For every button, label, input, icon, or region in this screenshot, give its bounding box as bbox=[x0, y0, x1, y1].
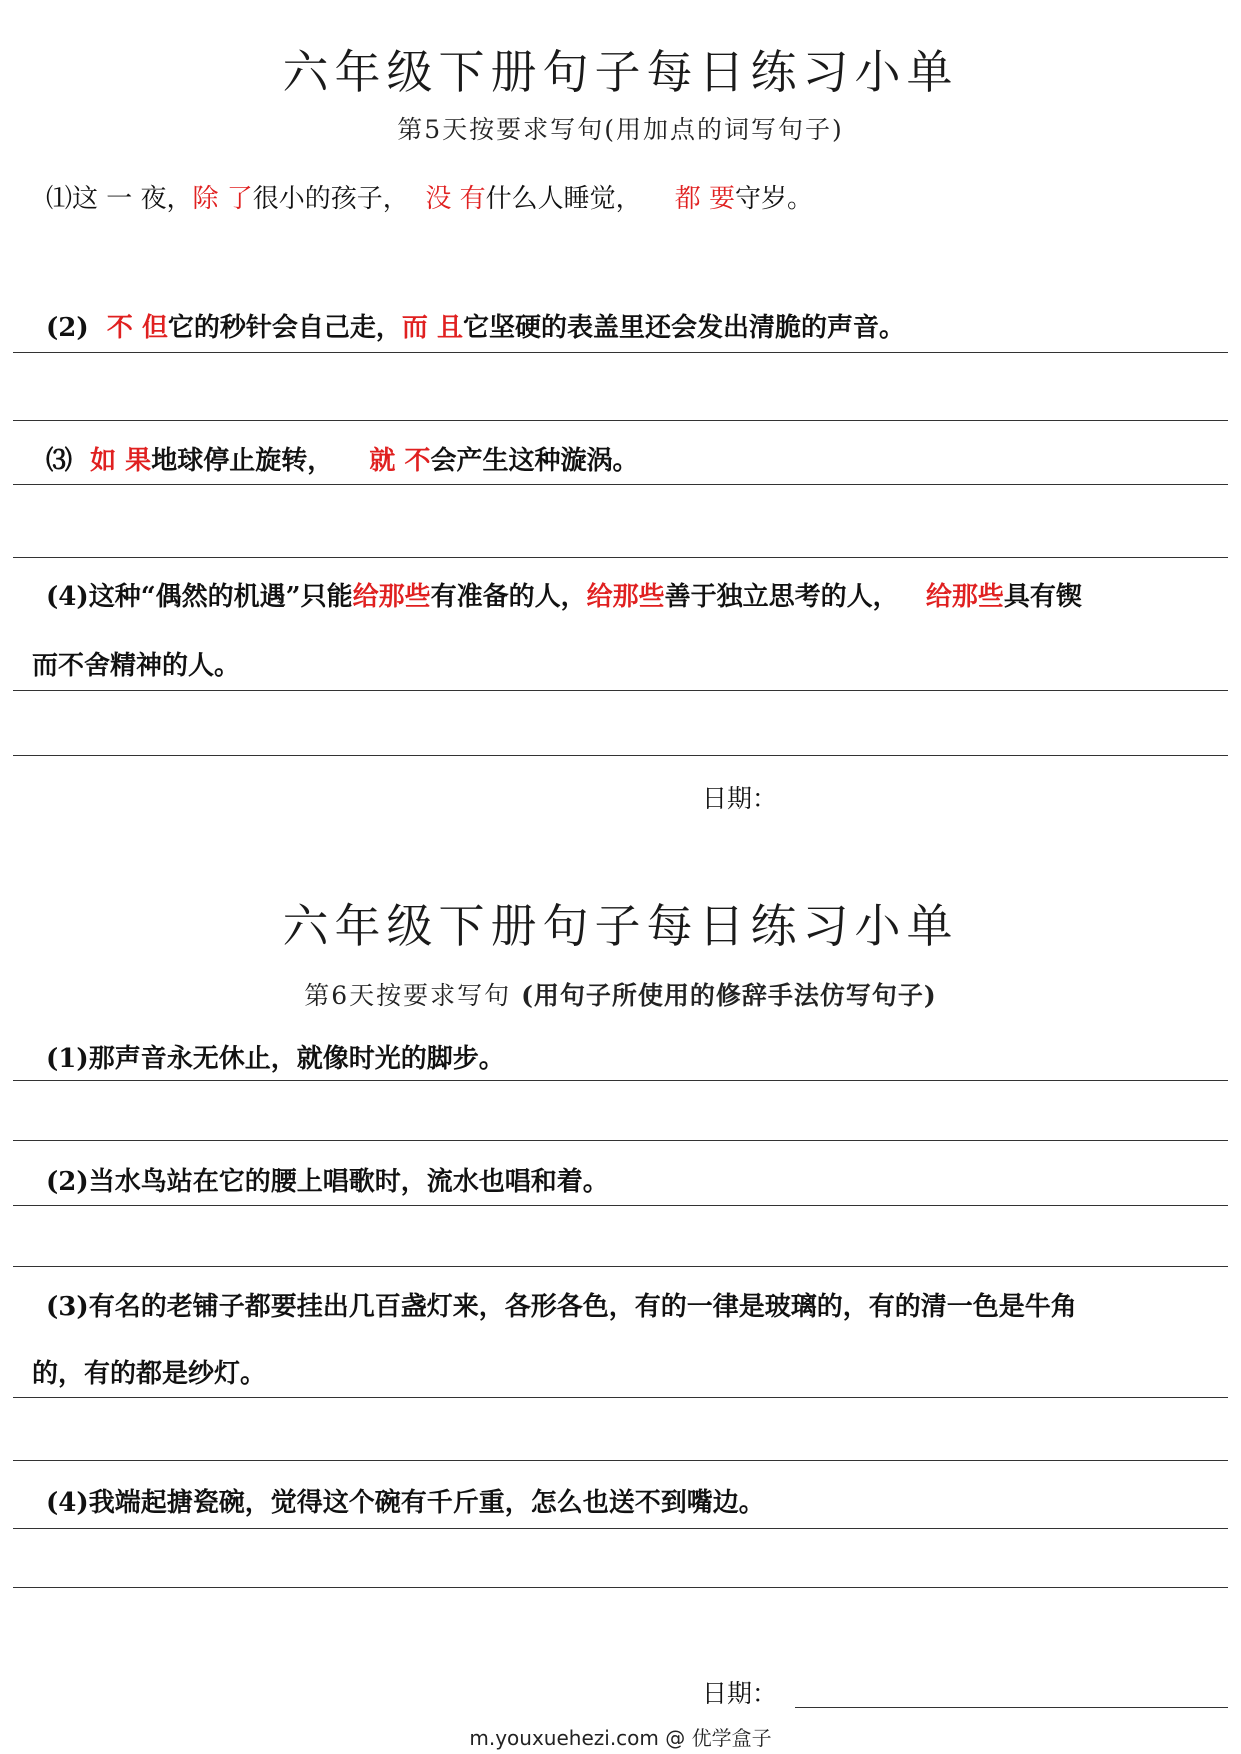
sheet2-question-1: (1)那声音永无休止，就像时光的脚步。 bbox=[46, 1044, 505, 1074]
answer-line bbox=[13, 1587, 1228, 1588]
footer-watermark: m.youxuehezi.com @ 优学盒子 bbox=[469, 1726, 772, 1750]
sheet2-title: 六年级下册句子每日练习小单 bbox=[282, 899, 959, 953]
q1-text-1: ⑴这 一 夜， bbox=[46, 184, 193, 214]
sheet1-question-4 bbox=[46, 576, 1082, 613]
q1-highlight-2: 没 有 bbox=[425, 184, 486, 214]
q3-text-1: ⑶ bbox=[46, 446, 82, 476]
q4-text-4: 具有锲 bbox=[1003, 582, 1082, 612]
sheet2-question-3: (3)有名的老铺子都要挂出几百盏灯来，各形各色，有的一律是玻璃的，有的清一色是牛角 bbox=[46, 1292, 1077, 1322]
q4-text-3: 善于独立思考的人， bbox=[664, 582, 899, 612]
sheet1-date-label: 日期： bbox=[702, 784, 778, 813]
sheet1-subtitle: 第5天按要求写句(用加点的词写句子) bbox=[397, 115, 844, 144]
sheet1-question-4-continued: 而不舍精神的人。 bbox=[32, 651, 241, 681]
q1-text-2: 很小的孩子， bbox=[252, 184, 409, 214]
sheet2-subtitle bbox=[0, 976, 1241, 1012]
q4-highlight-2: 给那些 bbox=[586, 582, 665, 612]
answer-line bbox=[13, 1080, 1228, 1081]
answer-line bbox=[13, 484, 1228, 485]
answer-line bbox=[13, 1266, 1228, 1267]
answer-line bbox=[13, 1397, 1228, 1398]
sheet2-question-3-continued: 的，有的都是纱灯。 bbox=[32, 1359, 267, 1389]
answer-line bbox=[13, 690, 1228, 691]
q3-highlight-2: 就 不 bbox=[369, 446, 431, 476]
q4-highlight-3: 给那些 bbox=[925, 582, 1004, 612]
q3-text-2: 地球停止旋转， bbox=[151, 446, 334, 476]
sheet1-question-1 bbox=[46, 178, 813, 215]
q1-highlight-3: 都 要 bbox=[674, 184, 735, 214]
q3-highlight-1: 如 果 bbox=[90, 446, 152, 476]
answer-line bbox=[13, 1528, 1228, 1529]
q1-text-4: 守岁。 bbox=[734, 184, 813, 214]
sheet2-date-label: 日期： bbox=[702, 1679, 778, 1708]
q1-highlight-1: 除 了 bbox=[192, 184, 253, 214]
sheet1-title: 六年级下册句子每日练习小单 bbox=[282, 45, 959, 99]
sheet2-subtitle-bold: (用句子所使用的修辞手法仿写句子) bbox=[521, 981, 937, 1010]
answer-line bbox=[13, 1460, 1228, 1461]
q2-text-1: (2) bbox=[46, 313, 98, 343]
q2-highlight-1: 不 但 bbox=[106, 313, 168, 343]
q4-text-1: (4)这种“偶然的机遇”只能 bbox=[46, 582, 353, 612]
sheet2-question-2: (2)当水鸟站在它的腰上唱歌时，流水也唱和着。 bbox=[46, 1167, 609, 1197]
q1-text-3: 什么人睡觉， bbox=[485, 184, 642, 214]
sheet1-question-3 bbox=[46, 440, 639, 477]
answer-line bbox=[13, 1205, 1228, 1206]
q3-text-3: 会产生这种漩涡。 bbox=[430, 446, 639, 476]
q4-text-2: 有准备的人， bbox=[430, 582, 587, 612]
sheet2-question-4: (4)我端起搪瓷碗，觉得这个碗有千斤重，怎么也送不到嘴边。 bbox=[46, 1488, 765, 1518]
q2-highlight-2: 而 且 bbox=[401, 313, 463, 343]
answer-line bbox=[13, 557, 1228, 558]
sheet1-question-2 bbox=[46, 307, 905, 344]
answer-line bbox=[13, 352, 1228, 353]
answer-line bbox=[13, 755, 1228, 756]
q4-highlight-1: 给那些 bbox=[352, 582, 431, 612]
answer-line bbox=[13, 1140, 1228, 1141]
sheet2-subtitle-plain: 第6天按要求写句 bbox=[304, 981, 512, 1010]
q2-text-2: 它的秒针会自己走， bbox=[167, 313, 402, 343]
date-answer-line bbox=[795, 1707, 1228, 1708]
q2-text-3: 它坚硬的表盖里还会发出清脆的声音。 bbox=[462, 313, 905, 343]
answer-line bbox=[13, 420, 1228, 421]
